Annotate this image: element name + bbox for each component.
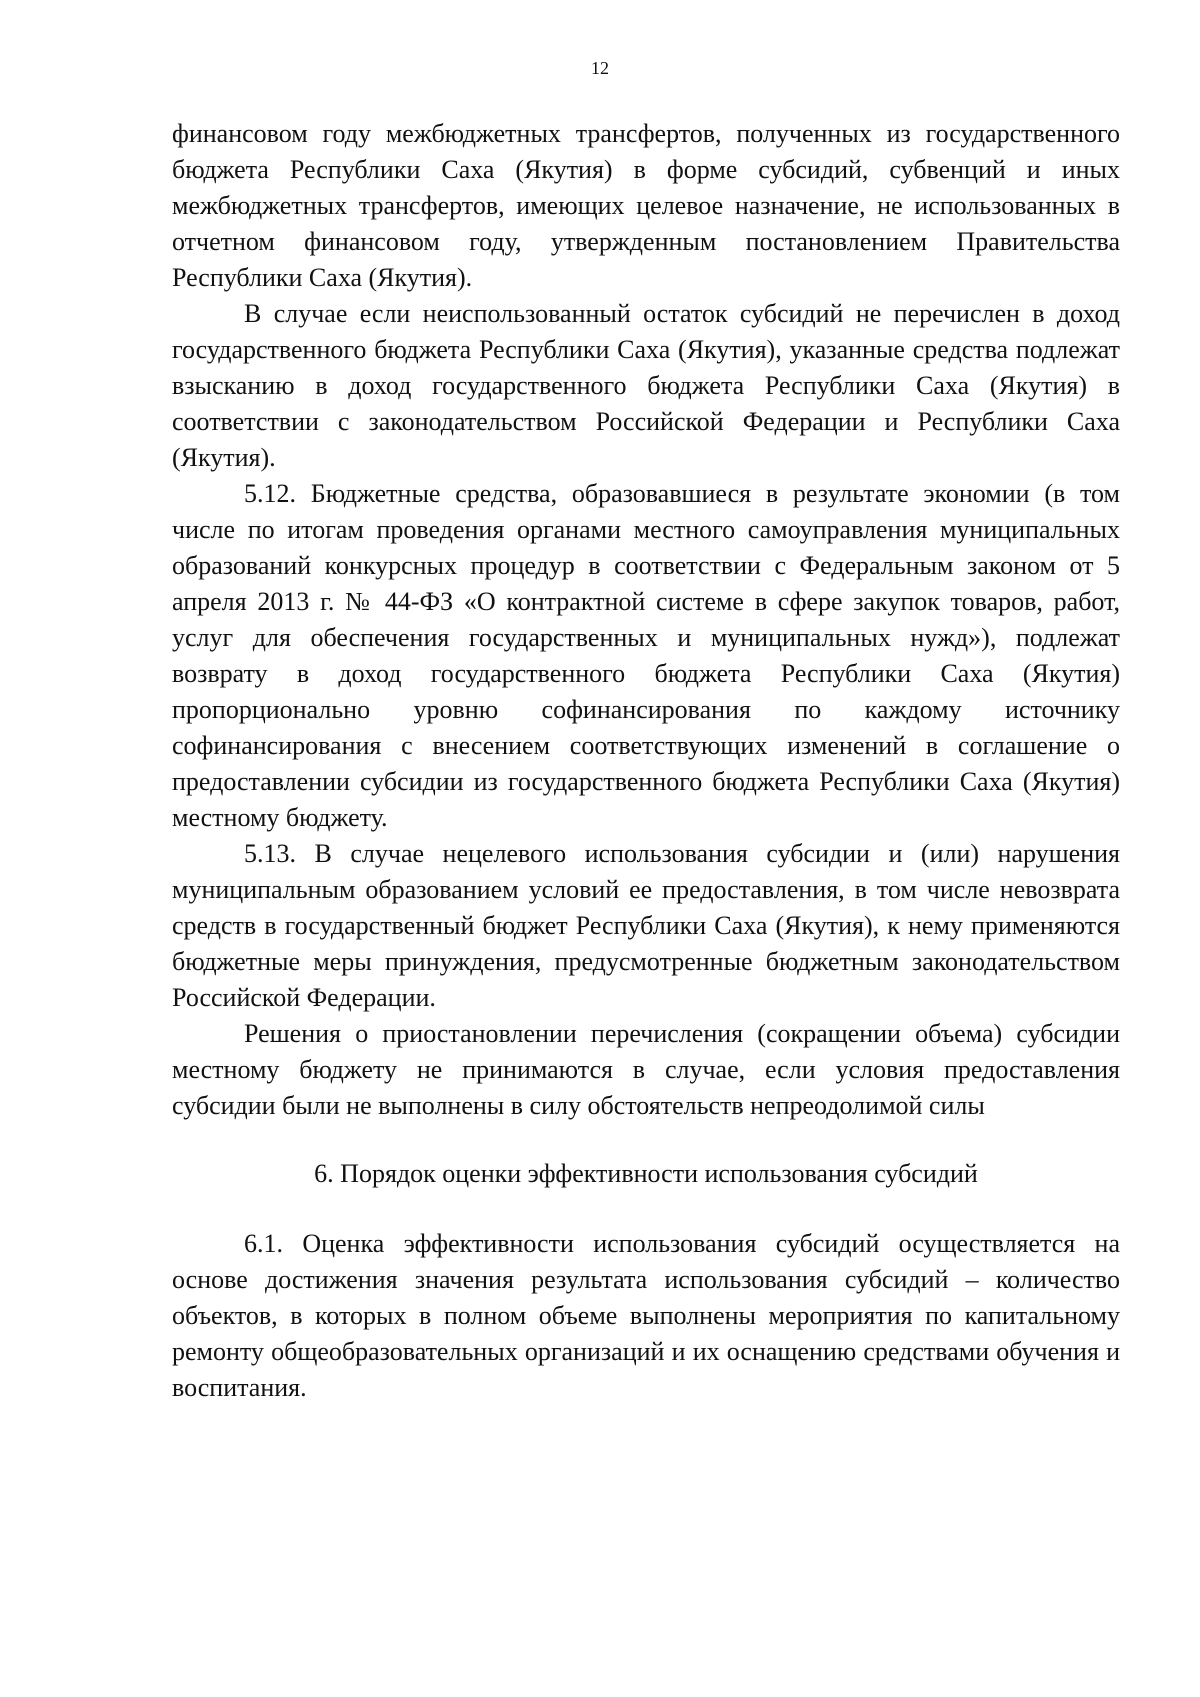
paragraph-unused-balance: В случае если неиспользованный остаток субсидий не перечислен в доход государственного бюджета Республики Саха (Якутия), указанные средства подлежат взысканию в доход государственного бюджета Республики Саха (Якутия) в соответствии с законодательством Российской Федерации и Республики Саха (Якутия).	[172, 299, 1120, 472]
page-number: 12	[591, 58, 609, 78]
paragraph-5-13: 5.13. В случае нецелевого использования субсидии и (или) нарушения муниципальным образованием условий ее предоставления, в том числе невозврата средств в государственный бюджет Республики Саха (Якутия), к нему применяются бюджетные меры принуждения, предусмотренные бюджетным законодательством Российской Федерации.	[172, 839, 1120, 1012]
document-body	[172, 116, 1120, 1406]
section-heading: 6. Порядок оценки эффективности использования субсидий	[314, 1159, 978, 1188]
paragraph-continuation: финансовом году межбюджетных трансфертов, полученных из государственного бюджета Республики Саха (Якутия) в форме субсидий, субвенций и иных межбюджетных трансфертов, имеющих целевое назначение, не использованных в отчетном финансовом году, утвержденным постановлением Правительства Республики Саха (Якутия).	[172, 119, 1120, 292]
paragraph-suspension-decisions: Решения о приостановлении перечисления (сокращении объема) субсидии местному бюджету не принимаются в случае, если условия предоставления субсидии были не выполнены в силу обстоятельств непреодолимой силы	[172, 1019, 1120, 1120]
paragraph-5-12: 5.12. Бюджетные средства, образовавшиеся в результате экономии (в том числе по итогам проведения органами местного самоуправления муниципальных образований конкурсных процедур в соответствии с Федеральным законом от 5 апреля 2013 г. № 44-ФЗ «О контрактной системе в сфере закупок товаров, работ, услуг для обеспечения государственных и муниципальных нужд»), подлежат возврату в доход государственного бюджета Республики Саха (Якутия) пропорционально уровню софинансирования по каждому источнику софинансирования с внесением соответствующих изменений в соглашение о предоставлении субсидии из государственного бюджета Республики Саха (Якутия) местному бюджету.	[172, 479, 1120, 832]
paragraph-6-1: 6.1. Оценка эффективности использования субсидий осуществляется на основе достижения значения результата использования субсидий – количество объектов, в которых в полном объеме выполнены мероприятия по капитальному ремонту общеобразовательных организаций и их оснащению средствами обучения и воспитания.	[172, 1229, 1120, 1402]
